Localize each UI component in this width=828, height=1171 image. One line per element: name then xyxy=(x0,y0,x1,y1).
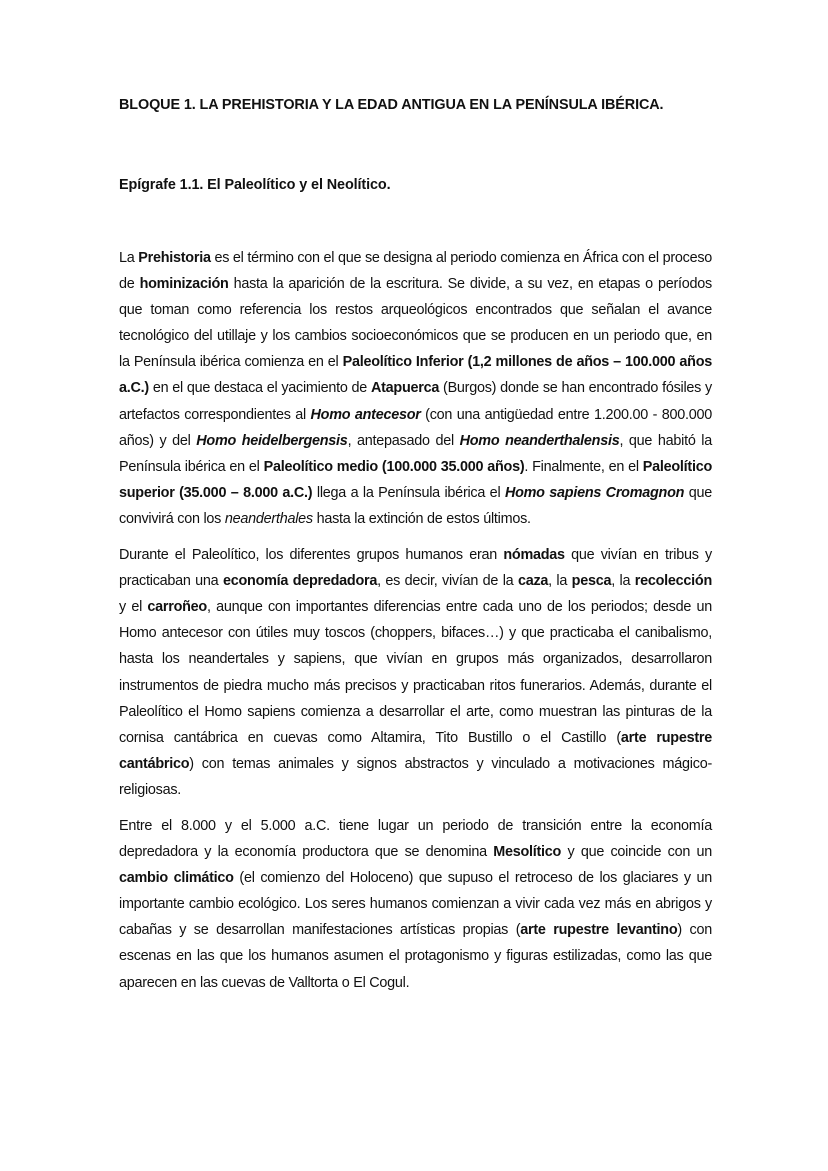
text-run: hasta la aparición de la escritura. Se divide, a su vez, en etapas o períodos que toman como referencia los restos arqueológicos encontrados que señalan el avance tecnológico del utillaje y los cambios socioeconómicos que se producen en un periodo que, en la Península ibérica comienza en el xyxy=(119,276,712,371)
emphasized-text: Homo neanderthalensis xyxy=(459,432,620,449)
paragraph xyxy=(119,245,712,532)
emphasized-text: cambio climático xyxy=(119,870,234,887)
text-run: que vivían en tribus y practicaban una xyxy=(119,547,712,590)
text-run: , la xyxy=(548,573,572,590)
emphasized-text: nómadas xyxy=(503,547,565,564)
emphasized-text: carroñeo xyxy=(147,599,207,616)
text-run: La xyxy=(119,250,139,266)
text-run: y el xyxy=(119,599,148,616)
text-run: ) con escenas en las que los humanos asumen el protagonismo y figuras estilizadas, como las que aparecen en las cuevas de Valltorta o El Cogul. xyxy=(119,922,712,991)
text-run: (el comienzo del Holoceno) que supuso el retroceso de los glaciares y un importante cambio ecológico. Los seres humanos comienzan a vivir cada vez más en abrigos y cabañas y se desarrollan manifestaciones artísticas propias ( xyxy=(119,870,712,939)
section-title: Epígrafe 1.1. El Paleolítico y el Neolítico. xyxy=(119,177,391,193)
emphasized-text: recolección xyxy=(634,573,712,590)
emphasized-text: Homo sapiens Cromagnon xyxy=(504,484,685,501)
text-run: llega a la Península ibérica el xyxy=(312,484,505,501)
emphasized-text: Paleolítico superior (35.000 – 8.000 a.C.) xyxy=(119,458,712,501)
block-title: BLOQUE 1. LA PREHISTORIA Y LA EDAD ANTIGUA EN LA PENÍNSULA IBÉRICA. xyxy=(119,97,664,113)
text-run: , es decir, vivían de la xyxy=(377,573,518,590)
text-run: y que coincide con un xyxy=(561,844,712,861)
text-run: (con una antigüedad entre 1.200.00 - 800.000 años) y del xyxy=(119,406,712,449)
text-run: Durante el Paleolítico, los diferentes grupos humanos eran xyxy=(119,547,504,564)
text-run: (Burgos) donde se han encontrado fósiles y artefactos correspondientes al xyxy=(119,380,712,423)
emphasized-text: hominización xyxy=(139,276,229,293)
emphasized-text: Homo heidelbergensis xyxy=(196,432,348,449)
emphasized-text: pesca xyxy=(571,573,612,590)
text-run: es el término con el que se designa al periodo comienza en África con el proceso de xyxy=(119,250,713,293)
emphasized-text: neanderthales xyxy=(224,510,313,527)
text-run: en el que destaca el yacimiento de xyxy=(148,380,371,397)
text-run: que convivirá con los xyxy=(119,484,713,527)
text-run: , aunque con importantes diferencias entre cada uno de los periodos; desde un Homo antecesor con útiles muy toscos (choppers, bifaces…) y que practicaba el canibalismo, hasta los neandertales y sapiens, que vivían en grupos más organizados, desarrollaron instrumentos de piedra mucho más precisos y practicaban ritos funerarios. Además, durante el Paleolítico el Homo sapiens comienza a desarrollar el arte, como muestran las pinturas de la cornisa cantábrica en cuevas como Altamira, Tito Bustillo o el Castillo ( xyxy=(119,599,712,746)
text-run: hasta la extinción de estos últimos. xyxy=(312,510,531,527)
emphasized-text: economía depredadora xyxy=(222,573,378,590)
emphasized-text: arte rupestre levantino xyxy=(520,922,678,939)
paragraph xyxy=(119,542,712,803)
emphasized-text: Paleolítico Inferior (1,2 millones de años – 100.000 años a.C.) xyxy=(119,354,712,397)
emphasized-text: Homo antecesor xyxy=(310,406,421,423)
emphasized-text: arte rupestre cantábrico xyxy=(119,729,713,772)
emphasized-text: Prehistoria xyxy=(138,250,211,266)
emphasized-text: caza xyxy=(517,573,549,590)
text-run: . Finalmente, en el xyxy=(524,458,643,475)
text-run: , que habitó la Península ibérica en el xyxy=(119,432,712,475)
text-run: , la xyxy=(611,573,635,590)
emphasized-text: Paleolítico medio (100.000 35.000 años) xyxy=(263,458,525,475)
text-run: Entre el 8.000 y el 5.000 a.C. tiene lugar un periodo de transición entre la economía depredadora y la economía productora que se denomina xyxy=(119,817,712,861)
emphasized-text: Atapuerca xyxy=(370,380,440,397)
text-run: , antepasado del xyxy=(347,432,460,449)
emphasized-text: Mesolítico xyxy=(493,844,562,861)
document-body xyxy=(119,245,712,1006)
paragraph xyxy=(119,813,712,996)
text-run: ) con temas animales y signos abstractos y vinculado a motivaciones mágico-religiosas. xyxy=(119,755,712,798)
